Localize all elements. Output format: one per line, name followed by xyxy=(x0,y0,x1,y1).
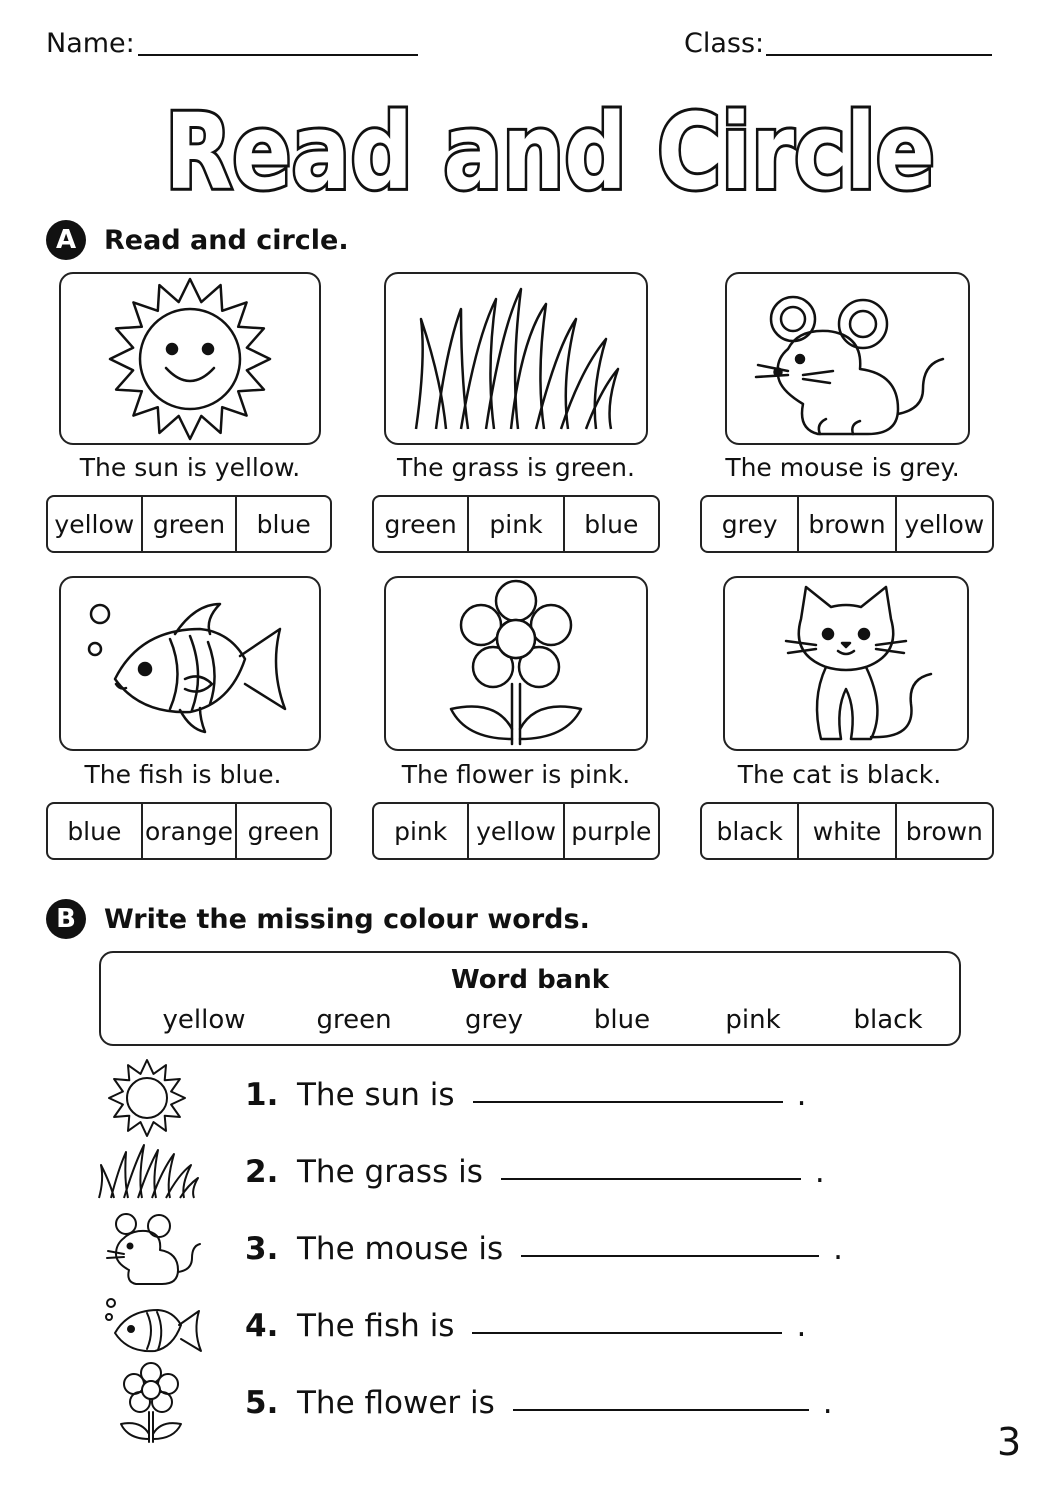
question-4 xyxy=(245,1308,806,1344)
page-number: 3 xyxy=(997,1420,1022,1464)
sun-card xyxy=(59,272,321,445)
word-bank-word: blue xyxy=(593,1005,651,1035)
option-mouse-1[interactable]: grey xyxy=(702,497,799,551)
option-sun-3[interactable]: blue xyxy=(256,509,311,539)
sun-icon xyxy=(106,1058,188,1138)
option-fish-1[interactable]: blue xyxy=(48,804,143,858)
option-cat-3[interactable]: brown xyxy=(905,816,983,846)
options-mouse xyxy=(700,495,994,553)
question-text: The mouse is xyxy=(297,1231,504,1267)
caption-flower: The flower is pink. xyxy=(401,760,631,789)
question-period: . xyxy=(796,1077,807,1113)
answer-blank[interactable] xyxy=(472,1332,782,1334)
option-flower-1[interactable]: pink xyxy=(374,804,469,858)
question-3 xyxy=(245,1231,843,1267)
option-cat-2[interactable]: white xyxy=(799,804,896,858)
word-bank-word: pink xyxy=(725,1005,781,1035)
question-text: The fish is xyxy=(297,1308,455,1344)
option-mouse-3[interactable]: yellow xyxy=(904,509,985,539)
question-number: 1. xyxy=(245,1077,279,1113)
word-bank-word: grey xyxy=(464,1005,524,1035)
option-mouse-2[interactable]: brown xyxy=(799,497,896,551)
name-field[interactable] xyxy=(138,54,418,56)
section-a-badge: A xyxy=(46,220,86,260)
question-text: The flower is xyxy=(297,1385,495,1421)
section-b-heading xyxy=(46,899,590,939)
caption-grass: The grass is green. xyxy=(397,453,635,482)
section-b-instruction: Write the missing colour words. xyxy=(104,903,590,935)
cat-card xyxy=(723,576,969,751)
question-period: . xyxy=(814,1154,825,1190)
caption-cat: The cat is black. xyxy=(737,760,942,789)
question-period: . xyxy=(796,1308,807,1344)
option-sun-1[interactable]: yellow xyxy=(48,497,143,551)
options-fish xyxy=(46,802,332,860)
grass-card xyxy=(384,272,648,445)
options-flower xyxy=(372,802,660,860)
option-fish-3[interactable]: green xyxy=(247,816,320,846)
options-sun xyxy=(46,495,332,553)
word-bank-word: green xyxy=(316,1005,392,1035)
word-bank xyxy=(99,951,961,1046)
flower-card xyxy=(384,576,648,751)
question-text: The sun is xyxy=(297,1077,455,1113)
fish-icon xyxy=(80,584,300,744)
sun-icon xyxy=(100,276,280,441)
answer-blank[interactable] xyxy=(501,1178,801,1180)
word-bank-word: yellow xyxy=(162,1005,246,1035)
mouse-icon xyxy=(748,279,948,439)
question-number: 5. xyxy=(245,1385,279,1421)
grass-icon xyxy=(96,1140,201,1202)
grass-icon xyxy=(406,279,626,439)
option-grass-1[interactable]: green xyxy=(374,497,469,551)
word-bank-word: black xyxy=(853,1005,923,1035)
section-a-instruction: Read and circle. xyxy=(104,224,349,256)
worksheet-title xyxy=(0,80,1055,210)
question-number: 4. xyxy=(245,1308,279,1344)
option-flower-2[interactable]: yellow xyxy=(469,804,564,858)
question-1 xyxy=(245,1077,806,1113)
fish-card xyxy=(59,576,321,751)
mouse-icon xyxy=(104,1208,202,1288)
option-sun-2[interactable]: green xyxy=(143,497,238,551)
option-fish-2[interactable]: orange xyxy=(143,804,238,858)
question-2 xyxy=(245,1154,825,1190)
section-b-badge: B xyxy=(46,899,86,939)
question-5 xyxy=(245,1385,833,1421)
caption-fish: The fish is blue. xyxy=(84,760,282,789)
flower-icon xyxy=(426,579,606,749)
answer-blank[interactable] xyxy=(513,1409,809,1411)
option-flower-3[interactable]: purple xyxy=(571,816,652,846)
question-period: . xyxy=(822,1385,833,1421)
mouse-card xyxy=(725,272,970,445)
answer-blank[interactable] xyxy=(473,1101,783,1103)
class-field[interactable] xyxy=(766,54,992,56)
question-text: The grass is xyxy=(297,1154,483,1190)
name-label: Name: xyxy=(46,28,135,59)
question-number: 3. xyxy=(245,1231,279,1267)
options-grass xyxy=(372,495,660,553)
question-period: . xyxy=(833,1231,844,1267)
question-number: 2. xyxy=(245,1154,279,1190)
section-a-heading xyxy=(46,220,349,260)
fish-icon xyxy=(103,1295,203,1360)
caption-sun: The sun is yellow. xyxy=(79,453,301,482)
answer-blank[interactable] xyxy=(521,1255,819,1257)
word-bank-title: Word bank xyxy=(450,965,610,995)
flower-icon xyxy=(116,1362,186,1444)
class-label: Class: xyxy=(684,28,765,59)
option-cat-1[interactable]: black xyxy=(702,804,799,858)
cat-icon xyxy=(746,579,946,749)
options-cat xyxy=(700,802,994,860)
title-text: Read and Circle xyxy=(165,91,935,210)
option-grass-3[interactable]: blue xyxy=(584,509,639,539)
caption-mouse: The mouse is grey. xyxy=(725,453,960,482)
option-grass-2[interactable]: pink xyxy=(469,497,564,551)
